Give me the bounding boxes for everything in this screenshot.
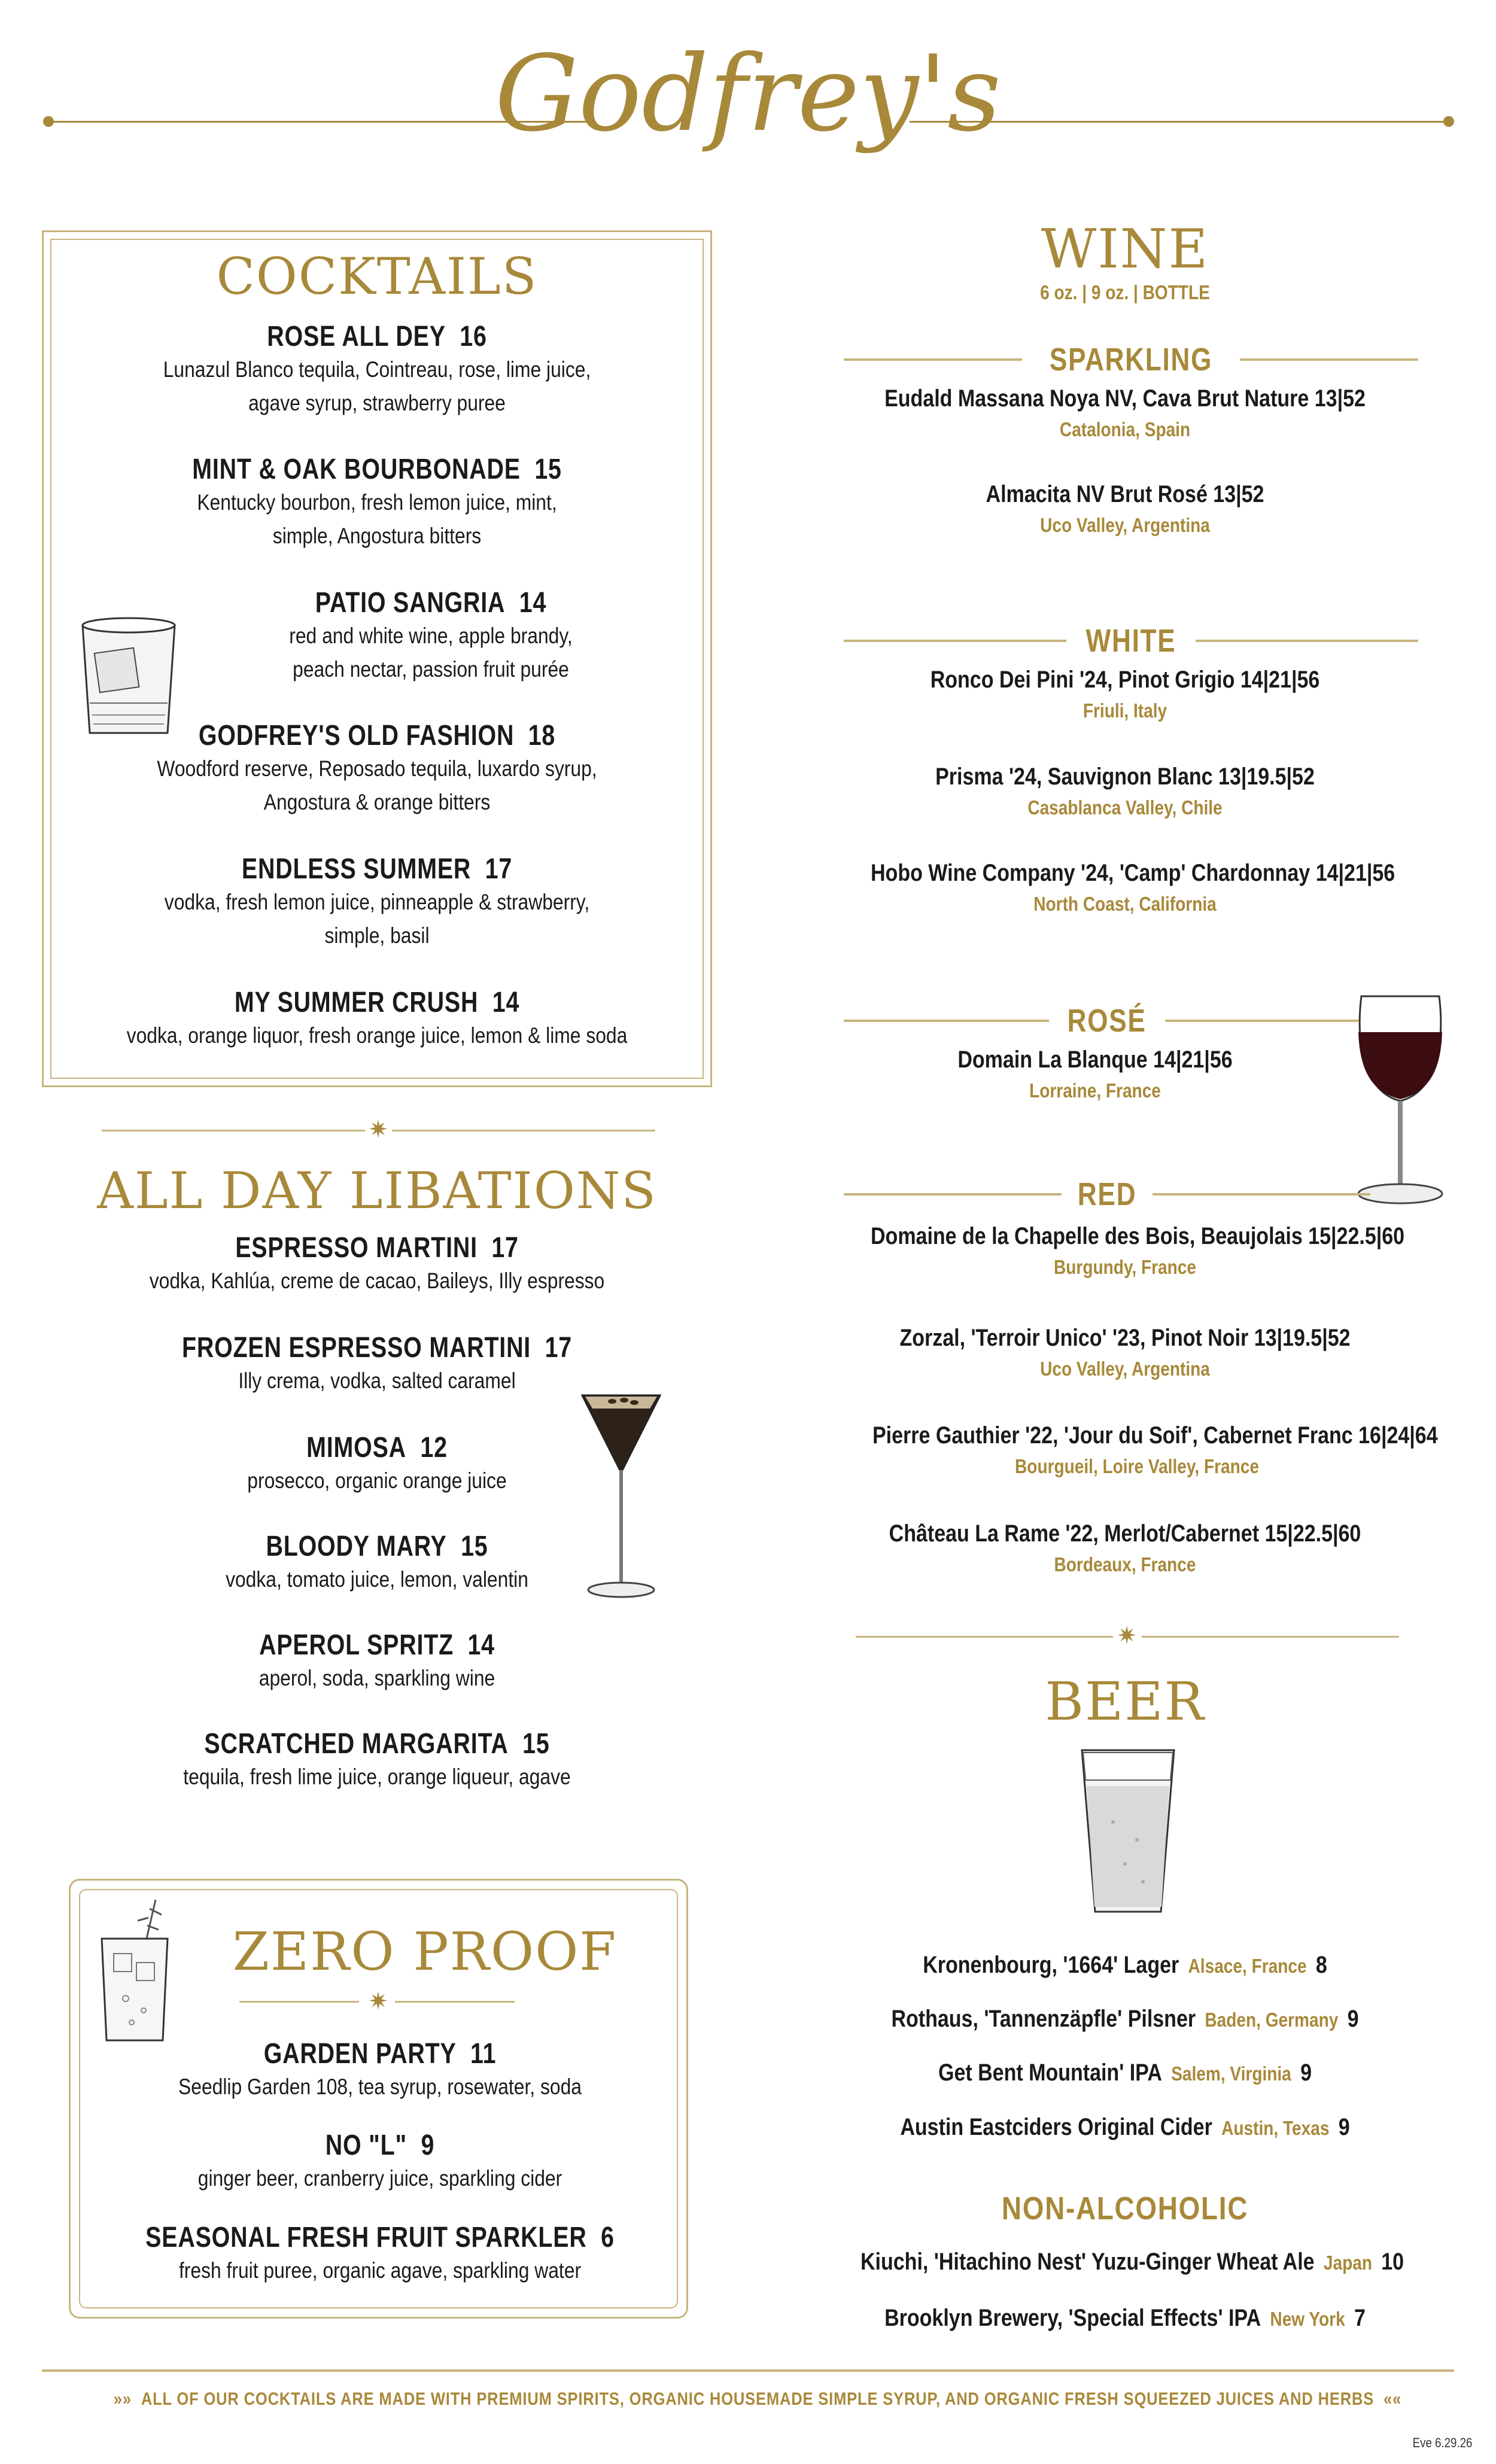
zero-proof-item: NO "L" 9 ginger beer, cranberry juice, sparkling cider xyxy=(197,2130,562,2191)
highball-glass-icon xyxy=(90,1897,180,2046)
wine-category-rose: ROSÉ xyxy=(844,1002,1370,1039)
cocktail-item: MINT & OAK BOURBONADE 15 Kentucky bourbon, fresh lemon juice, mint, simple, Angostura bitters xyxy=(192,454,562,548)
non-alcoholic-title: NON-ALCOHOLIC xyxy=(1001,2191,1249,2226)
wine-item: Hobo Wine Company '24, 'Camp' Chardonnay 14|21|56 North Coast, California xyxy=(871,860,1395,915)
libation-item: SCRATCHED MARGARITA 15 tequila, fresh lime juice, orange liqueur, agave xyxy=(183,1728,571,1790)
wine-item: Zorzal, 'Terroir Unico' '23, Pinot Noir 13|19.5|52 Uco Valley, Argentina xyxy=(899,1325,1351,1380)
cocktail-item: GODFREY'S OLD FASHION 18 Woodford reserve, Reposado tequila, luxardo syrup, Angostura & orange bitters xyxy=(157,720,597,814)
beer-item: Austin Eastciders Original Cider Austin, Texas 9 xyxy=(900,2114,1350,2140)
cocktail-item: PATIO SANGRIA 14 red and white wine, apple brandy, peach nectar, passion fruit purée xyxy=(289,587,573,682)
section-divider xyxy=(856,1636,1113,1638)
zero-proof-title: ZERO PROOF xyxy=(232,1921,618,1982)
chevrons-icon: »» xyxy=(113,2389,141,2409)
zero-proof-item: GARDEN PARTY 11 Seedlip Garden 108, tea syrup, rosewater, soda xyxy=(178,2038,582,2100)
godfreys-logo: Godfrey's xyxy=(495,34,1001,155)
beer-glass-icon xyxy=(1077,1744,1179,1918)
wine-item: Almacita NV Brut Rosé 13|52 Uco Valley, Argentina xyxy=(986,481,1264,536)
na-beer-item: Kiuchi, 'Hitachino Nest' Yuzu-Ginger Wheat Ale Japan 10 xyxy=(860,2249,1404,2275)
version-stamp: Eve 6.29.26 xyxy=(1412,2435,1472,2450)
section-divider xyxy=(102,1130,365,1131)
na-beer-item: Brooklyn Brewery, 'Special Effects' IPA New York 7 xyxy=(884,2305,1366,2331)
cocktails-title: COCKTAILS xyxy=(216,247,538,306)
beer-item: Rothaus, 'Tannenzäpfle' Pilsner Baden, Germany 9 xyxy=(891,2006,1359,2032)
wine-sizes: 6 oz. | 9 oz. | BOTTLE xyxy=(1040,281,1210,303)
wine-item: Eudald Massana Noya NV, Cava Brut Nature 13|52 Catalonia, Spain xyxy=(884,385,1366,440)
section-divider xyxy=(1142,1636,1399,1638)
martini-glass-icon xyxy=(579,1389,663,1602)
section-divider xyxy=(392,1130,655,1131)
chevrons-icon: «« xyxy=(1374,2389,1402,2409)
libation-item: MIMOSA 12 prosecco, organic orange juice xyxy=(247,1432,507,1493)
star-ornament-icon: ✷ xyxy=(1117,1623,1137,1649)
wine-item: Prisma '24, Sauvignon Blanc 13|19.5|52 Casablanca Valley, Chile xyxy=(935,763,1315,819)
cocktail-item: MY SUMMER CRUSH 14 vodka, orange liquor, fresh orange juice, lemon & lime soda xyxy=(126,987,628,1048)
wine-category-red: RED xyxy=(844,1176,1370,1213)
beer-item: Kronenbourg, '1664' Lager Alsace, France 8 xyxy=(923,1952,1327,1978)
wine-title: WINE xyxy=(1041,218,1209,281)
star-ornament-icon: ✷ xyxy=(368,1117,388,1143)
libation-item: ESPRESSO MARTINI 17 vodka, Kahlúa, creme de cacao, Baileys, Illy espresso xyxy=(149,1232,605,1294)
wine-item: Domaine de la Chapelle des Bois, Beaujolais 15|22.5|60 Burgundy, France xyxy=(871,1223,1405,1278)
footer-rule xyxy=(42,2369,1454,2372)
zero-divider-right xyxy=(395,2001,515,2003)
rocks-glass-icon xyxy=(72,613,186,742)
wine-category-white: WHITE xyxy=(844,622,1418,659)
wine-item: Château La Rame '22, Merlot/Cabernet 15|22.5|60 Bordeaux, France xyxy=(889,1520,1361,1575)
libations-title: ALL DAY LIBATIONS xyxy=(97,1161,657,1220)
wine-item: Pierre Gauthier '22, 'Jour du Soif', Cabernet Franc 16|24|64 Bourgueil, Loire Valley, France xyxy=(872,1422,1438,1477)
beer-title: BEER xyxy=(1045,1671,1205,1732)
zero-proof-item: SEASONAL FRESH FRUIT SPARKLER 6 fresh fruit puree, organic agave, sparkling water xyxy=(145,2222,615,2283)
libation-item: BLOODY MARY 15 vodka, tomato juice, lemon, valentin xyxy=(226,1531,528,1592)
wine-category-sparkling: SPARKLING xyxy=(844,341,1418,378)
cocktail-item: ENDLESS SUMMER 17 vodka, fresh lemon juice, pinneapple & strawberry, simple, basil xyxy=(164,853,590,948)
zero-divider-left xyxy=(239,2001,359,2003)
wine-item: Ronco Dei Pini '24, Pinot Grigio 14|21|56 Friuli, Italy xyxy=(930,667,1320,722)
libation-item: FROZEN ESPRESSO MARTINI 17 Illy crema, vodka, salted caramel xyxy=(181,1332,573,1394)
footer-note: »» ALL OF OUR COCKTAILS ARE MADE WITH PREMIUM SPIRITS, ORGANIC HOUSEMADE SIMPLE SYRUP, AND ORGANIC FRESH SQUEEZED JUICES AND HERBS «« xyxy=(113,2389,1402,2409)
star-ornament-icon: ✷ xyxy=(368,1988,388,2015)
wine-item: Domain La Blanque 14|21|56 Lorraine, France xyxy=(957,1047,1233,1102)
cocktail-item: ROSE ALL DEY 16 Lunazul Blanco tequila, Cointreau, rose, lime juice, agave syrup, strawberry puree xyxy=(163,321,591,415)
beer-item: Get Bent Mountain' IPA Salem, Virginia 9 xyxy=(938,2060,1312,2086)
libation-item: APEROL SPRITZ 14 aperol, soda, sparkling wine xyxy=(259,1629,495,1691)
